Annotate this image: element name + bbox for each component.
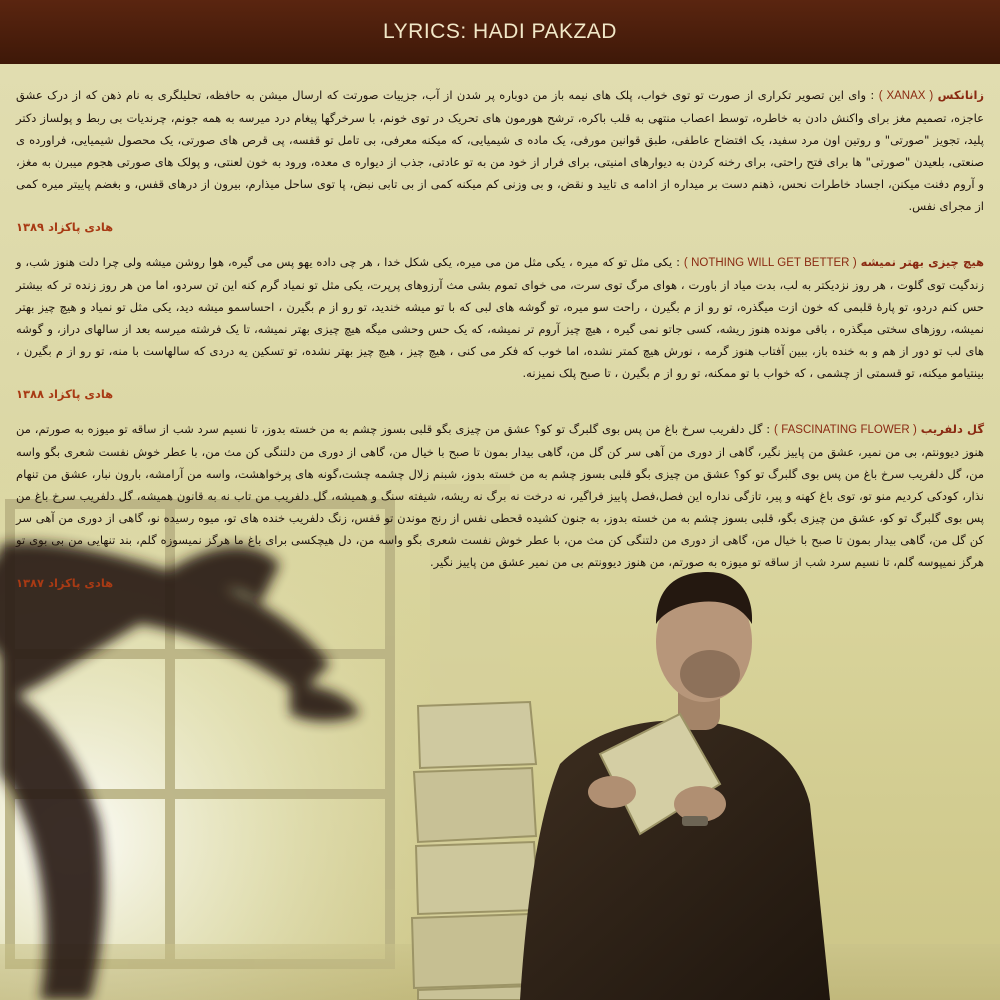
signature: هادی پاکزاد ۱۳۸۹ <box>16 220 114 234</box>
lyric-text: زانانکس ( XANAX ) : وای این تصویر تکراری از صورت تو توی خواب، پلک های نیمه باز من دوباره پر شدن از آب، جزییات صورتت که ارسال میشن به حافظه، تحلیلگری به نام ذهن که از درک عشق عاجزه، تصمیم مغز برای واکنش دادن به خاطره، توسط اعصاب منتهی به قلب باکره، ترشح هورمون های تحریک در توی خونم، با سرخرگها پیغام درد میرسه به همه جونم، چرندیات بی ربط و پولساز دکتر پلید، تجویز "صورتی" و روتین اون مرد سفید، یک افتضاح عاطفی، طبق قوانین مورفی، یک ماده ی شیمیایی، که میکنه معرفی، بی تامل تو قفسه، پی قرص های صورتی، یک محصول شیمیایی، فراورده ی صنعتی، بلعیدن "صورتی" ها برای فتح راحتی، برای رخنه کردن به دیوارهای امنیتی، برای فرار از خود من به تو عادتی، جذب از دیواره ی معده، ورود به خون لعنتی، و پولک های صورتی هجوم میبرن به مغز، و آروم دفنت میکنن، اجساد خاطرات نحس، ذهنم دست بر میداره از ادامه ی تایید و نقض، و بی وزنی کم میکنه کمی از بی تابی نبض، پا توی ساحل میذارم، بیرون از درهای قفس، و بغضم پاییتر میره کمی از مجرای نفس. <box>16 88 985 213</box>
section-title: گل دلفریب <box>920 422 985 436</box>
lyric-section-xanax <box>16 84 984 237</box>
section-body: وای این تصویر تکراری از صورت تو توی خواب، پلک های نیمه باز من دوباره پر شدن از آب، جزییات صورتت که ارسال میشن به حافظه، تحلیلگری به نام ذهن که از درک عشق عاجزه، تصمیم مغز برای واکنش دادن به خاطره، توسط اعصاب منتهی به قلب باکره، ترشح هورمون های تحریک در توی خونم، با سرخرگها پیغام درد میرسه به همه جونم، چرندیات بی ربط و پولساز دکتر پلید، تجویز "صورتی" و روتین اون مرد سفید، یک افتضاح عاطفی، طبق قوانین مورفی، یک ماده ی شیمیایی، که میکنه معرفی، بی تامل تو قفسه، پی قرص های صورتی، یک محصول شیمیایی، فراورده ی صنعتی، بلعیدن "صورتی" ها برای فتح راحتی، برای رخنه کردن به دیوارهای امنیتی، برای فرار از خود من به تو عادتی، جذب از دیواره ی معده، ورود به خون لعنتی، و پولک های صورتی هجوم میبرن به مغز، و آروم دفنت میکنن، اجساد خاطرات نحس، ذهنم دست بر میداره از ادامه ی تایید و نقض، و بی وزنی کم میکنه کمی از بی تابی نبض، پا توی ساحل میذارم، بیرون از درهای قفس، و بغضم پاییتر میره کمی از مجرای نفس. <box>16 88 984 213</box>
section-title: هیچ چیزی بهتر نمیشه <box>860 255 984 269</box>
lyric-section-nothing-will-get-better <box>16 251 984 404</box>
lyric-text: گل دلفریب ( FASCINATING FLOWER ) : گل دلفریب سرخ باغ من پس بوی گلبرگ تو کو؟ عشق من چیزی بگو قلبی بسوز چشم به من خسته بدوز، تا نسیم سرد شب از ساقه تو میوزه به صورتم، من هنوز دیوونتم، بی من نمیر، عشق من پاییز نگیر، گاهی از دوری من آهی سر کن گل من، گاهی بیدار بمون تا صبح با خیال من، گاهی از دوری من دلتنگی کن مث من، با عطر خوش نفست شعری بگو واسه من، گل دلفریب سرخ باغ من پس بوی گلبرگ تو کو؟ عشق من چیزی بگو قلبی بسوز چشم به من خسته بدوز، شبنم زلال چشمه چشت،گونه های پرخواهشت، واسه من آرامشه، بارون نبار، عشق من تنهام نذار، کودکی کردیم منو تو، توی باغ کهنه و پیر، تازگی نداره این فصل،فصل پاییز فراگیر، نه درخت نه برگ نه ریشه، شیفته سنگ و همیشه، گل دلفریب من تاب نه به قانون همیشه، گل دلفریب سرخ باغ من پس بوی گلبرگ تو کو، عشق من چیزی بگو، قلبی بسوز چشم به من خسته بدوز، به جنون کشیده قحطی نفس از رنج موندن تو قفس، زنگ دلفریب خنده های تو، میوه رسیده نو، گاهی از دوری من آهی سر کن گل من، گاهی بیدار بمون تا صبح با خیال من، گاهی از دوری من دلتنگی کن مث من، با عطر خوش نفست شعری بگو واسه من، دل هیچکسی برای باغ ما هرگز نمیسوزه گلم، بند تنهایی من بی بوی تو هرگز نمیپوسه گلم، تا نسیم سرد شب از ساقه تو میوزه به صورتم، من هنوز دیوونتم بی من نمیر عشق من پاییز نگیر. <box>16 422 985 569</box>
lyric-section-fascinating-flower <box>16 418 984 593</box>
signature: هادی پاکزاد ۱۳۸۸ <box>16 387 114 401</box>
brick-stack <box>412 702 538 1000</box>
lyrics-content <box>16 84 984 607</box>
section-title-english: ( XANAX ) <box>878 90 934 102</box>
section-title: زانانکس <box>937 88 985 102</box>
section-body: یکی مثل تو که میره ، یکی مثل من می میره، یکی شکل خدا ، هر چی داده یهو پس می گیره، هوا روشن میشه ولی چرا دلت هنوز شب، و زندگیت توی گلوت ، هر روز نزدیکتر به لب، بدت میاد از باورت ، هوای مرگ توی سرت، می خوای تموم بشی مث آرزوهای پرپرت، یکی مثل تو نمیاد گرم کنه این تن سردو، اما من هر روز زنده تر که بیشتر حس کنم دردو، تو پارهٔ قلبمی که خون ازت میگذره، تو رو از م بگیرن ، راحت سو میره، تو گوشه های لبی که با تو میشه خندید، تو رو از م بگیرن ، احساسمو میشه دید، یکی مثل تو نمیاد و هیچ چیز بهتر نمیشه، روزهای سختی میگذره ، باقی مونده هنوز ریشه، کسی جاتو نمی گیره ، هیچ چیز آروم تر نمیشه، که یک حس وحشی میگه هیچ چیزی بهتر نمیشه، تا یک فرشته میرسه بعد از سالهای دراز، و گوشه های لب تو دور از هم و به خنده باز، ببین آفتاب هنوز گرمه ، نورش هیچ کمتر نشده، اما خوب که فکر می کنی ، هیچ چیز ، هیچ چیز بهتر نشده، تو تسکین یه دردی که سالهاست با منه، تو رو از م بگیرن ، بینتیامو میکنه، تو قسمتی از چشمی ، که خواب با تو ممکنه، تو رو از م بگیرن ، تا صبح پلک نمیزنه. <box>16 255 984 380</box>
page-title: LYRICS: HADI PAKZAD <box>383 20 617 43</box>
lyric-text: هیچ چیزی بهتر نمیشه ( NOTHING WILL GET BETTER ) : یکی مثل تو که میره ، یکی مثل من می میره، یکی شکل خدا ، هر چی داده یهو پس می گیره، هوا روشن میشه ولی چرا دلت هنوز شب، و زندگیت توی گلوت ، هر روز نزدیکتر به لب، بدت میاد از باورت ، هوای مرگ توی سرت، می خوای تموم بشی مث آرزوهای پرپرت، یکی مثل تو نمیاد گرم کنه این تن سردو، اما من هر روز زنده تر که بیشتر حس کنم دردو، تو پارهٔ قلبمی که خون ازت میگذره، تو رو از م بگیرن ، راحت سو میره، تو گوشه های لبی که با تو میشه خندید، تو رو از م بگیرن ، احساسمو میشه دید، یکی مثل تو نمیاد و هیچ چیز بهتر نمیشه، روزهای سختی میگذره ، باقی مونده هنوز ریشه، کسی جاتو نمی گیره ، هیچ چیز آروم تر نمیشه، که یک حس وحشی میگه هیچ چیزی بهتر نمیشه، تا یک فرشته میرسه بعد از سالهای دراز، و گوشه های لب تو دور از هم و به خنده باز، ببین آفتاب هنوز گرمه ، نورش هیچ کمتر نشده، اما خوب که فکر می کنی ، هیچ چیز ، هیچ چیز بهتر نشده، تو تسکین یه دردی که سالهاست با منه، تو رو از م بگیرن ، بینتیامو میکنه، تو قسمتی از چشمی ، که خواب با تو ممکنه، تو رو از م بگیرن ، تا صبح پلک نمیزنه. <box>16 255 984 380</box>
section-body: گل دلفریب سرخ باغ من پس بوی گلبرگ تو کو؟ عشق من چیزی بگو قلبی بسوز چشم به من خسته بدوز، تا نسیم سرد شب از ساقه تو میوزه به صورتم، من هنوز دیوونتم، بی من نمیر، عشق من پاییز نگیر، گاهی از دوری من آهی سر کن گل من، گاهی بیدار بمون تا صبح با خیال من، گاهی از دوری من دلتنگی کن مث من، با عطر خوش نفست شعری بگو واسه من، گل دلفریب سرخ باغ من پس بوی گلبرگ تو کو؟ عشق من چیزی بگو قلبی بسوز چشم به من خسته بدوز، شبنم زلال چشمه چشت،گونه های پرخواهشت، واسه من آرامشه، بارون نبار، عشق من تنهام نذار، کودکی کردیم منو تو، توی باغ کهنه و پیر، تازگی نداره این فصل،فصل پاییز فراگیر، نه درخت نه برگ نه ریشه، شیفته سنگ و همیشه، گل دلفریب من تاب نه به قانون همیشه، گل دلفریب سرخ باغ من پس بوی گلبرگ تو کو، عشق من چیزی بگو، قلبی بسوز چشم به من خسته بدوز، به جنون کشیده قحطی نفس از رنج موندن تو قفس، زنگ دلفریب خنده های تو، میوه رسیده نو، گاهی از دوری من آهی سر کن گل من، گاهی بیدار بمون تا صبح با خیال من، گاهی از دوری من دلتنگی کن مث من، با عطر خوش نفست شعری بگو واسه من، دل هیچکسی برای باغ ما هرگز نمیسوزه گلم، بند تنهایی من بی بوی تو هرگز نمیپوسه گلم، تا نسیم سرد شب از ساقه تو میوزه به صورتم، من هنوز دیوونتم بی من نمیر عشق من پاییز نگیر. <box>16 422 984 569</box>
section-title-english: ( NOTHING WILL GET BETTER ) <box>683 257 857 269</box>
header-banner <box>0 0 1000 64</box>
section-title-english: ( FASCINATING FLOWER ) <box>774 424 917 436</box>
signature: هادی پاکزاد ۱۳۸۷ <box>16 576 114 590</box>
